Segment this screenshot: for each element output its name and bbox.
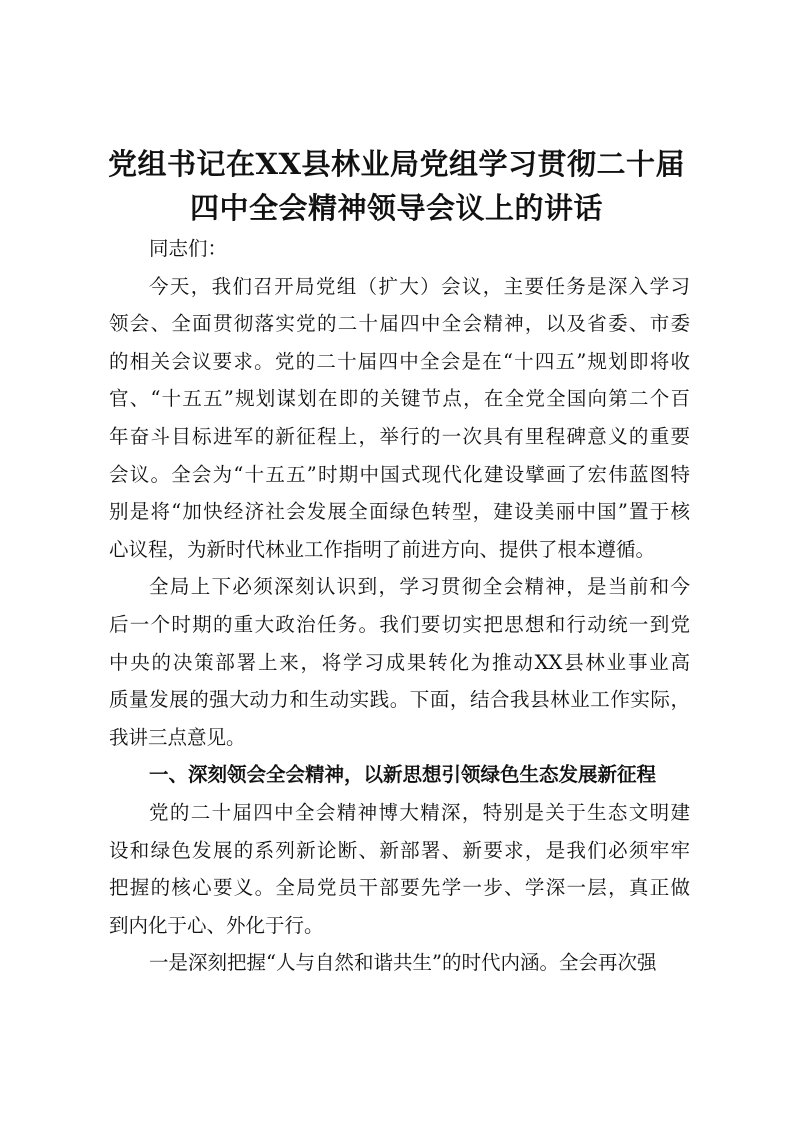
document-title — [100, 142, 693, 230]
paragraph — [109, 568, 690, 756]
paragraph-line: 官、“十五五”规划谋划在即的关键节点，在全党全国向第二个百 — [109, 387, 690, 411]
paragraph-line: 后一个时期的重大政治任务。我们要切实把思想和行动统一到党 — [109, 612, 690, 636]
paragraph-line: 一、深刻领会全会精神，以新思想引领绿色生态发展新征程 — [149, 763, 657, 787]
salutation: 同志们： — [149, 237, 228, 260]
paragraph-line: 的相关会议要求。党的二十届四中全会是在“十四五”规划即将收 — [109, 349, 690, 373]
paragraph-line: 别是将“加快经济社会发展全面绿色转型，建设美丽中国”置于核 — [109, 500, 690, 524]
paragraph — [109, 944, 690, 982]
document-body — [109, 230, 690, 982]
section-heading — [109, 756, 690, 794]
paragraph-line: 年奋斗目标进军的新征程上，举行的一次具有里程碑意义的重要 — [109, 424, 690, 448]
paragraph-line: 中央的决策部署上来，将学习成果转化为推动XX县林业事业高 — [109, 650, 690, 674]
paragraph — [109, 268, 690, 569]
paragraph-line: 一是深刻把握“人与自然和谐共生”的时代内涵。全会再次强 — [149, 951, 657, 975]
title-line-2: 四中全会精神领导会议上的讲话 — [189, 191, 603, 225]
paragraph-list — [109, 268, 690, 982]
paragraph-line: 党的二十届四中全会精神博大精深，特别是关于生态文明建 — [149, 800, 690, 824]
paragraph-line: 到内化于心、外化于行。 — [109, 913, 324, 937]
title-line-1: 党组书记在XX县林业局党组学习贯彻二十届 — [107, 147, 685, 181]
paragraph-line: 心议程，为新时代林业工作指明了前进方向、提供了根本遵循。 — [109, 537, 656, 561]
paragraph-line: 设和绿色发展的系列新论断、新部署、新要求，是我们必须牢牢 — [109, 838, 690, 862]
paragraph-line: 把握的核心要义。全局党员干部要先学一步、学深一层，真正做 — [109, 876, 690, 900]
paragraph-line: 今天，我们召开局党组（扩大）会议，主要任务是深入学习 — [149, 274, 690, 298]
paragraph-line: 领会、全面贯彻落实党的二十届四中全会精神，以及省委、市委 — [109, 312, 690, 336]
paragraph-line: 质量发展的强大动力和生动实践。下面，结合我县林业工作实际， — [109, 688, 690, 712]
paragraph — [109, 794, 690, 944]
paragraph-line: 全局上下必须深刻认识到，学习贯彻全会精神，是当前和今 — [149, 575, 690, 599]
paragraph-line: 我讲三点意见。 — [109, 725, 246, 749]
paragraph-line: 会议。全会为“十五五”时期中国式现代化建设擘画了宏伟蓝图特 — [109, 462, 690, 486]
